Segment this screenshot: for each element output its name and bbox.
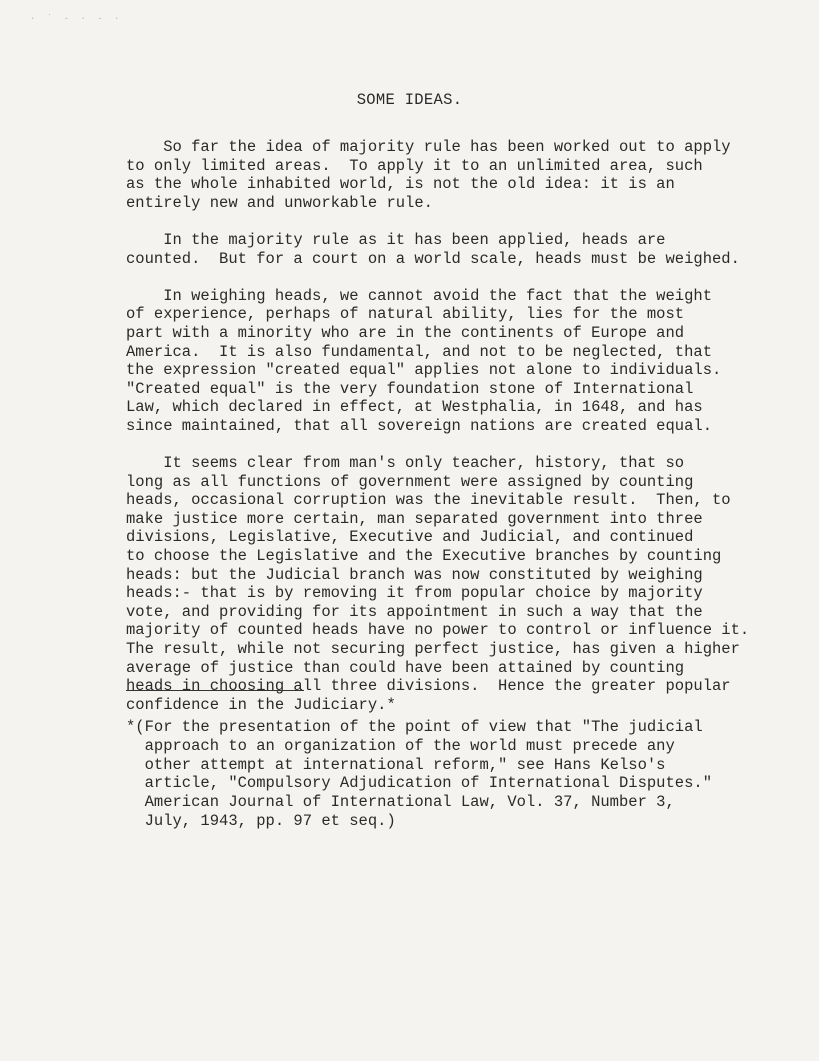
paragraph-4 <box>126 454 766 714</box>
text-line: average of justice than could have been attained by counting <box>126 658 685 677</box>
page-title: SOME IDEAS. <box>356 91 463 109</box>
text-line: confidence in the Judiciary.* <box>126 695 396 714</box>
text-line: America. It is also fundamental, and not to be neglected, that <box>126 342 712 361</box>
footnote-divider <box>126 690 304 691</box>
text-line: The result, while not securing perfect justice, has given a higher <box>126 640 740 659</box>
text-line: In weighing heads, we cannot avoid the fact that the weight <box>126 286 712 305</box>
paragraph-3 <box>126 287 766 436</box>
text-line: divisions, Legislative, Executive and Judicial, and continued <box>126 528 694 547</box>
text-line: It seems clear from man's only teacher, history, that so <box>126 454 685 473</box>
text-line: of experience, perhaps of natural ability, lies for the most <box>126 305 685 324</box>
text-line: to choose the Legislative and the Executive branches by counting <box>126 547 722 566</box>
footnote-line: American Journal of International Law, Vol. 37, Number 3, <box>126 793 675 812</box>
text-line: since maintained, that all sovereign nations are created equal. <box>126 416 712 435</box>
text-line: as the whole inhabited world, is not the old idea: it is an <box>126 175 675 194</box>
footnote-line: July, 1943, pp. 97 et seq.) <box>126 811 396 830</box>
text-line: "Created equal" is the very foundation stone of International <box>126 379 694 398</box>
text-line: heads, occasional corruption was the inevitable result. Then, to <box>126 491 731 510</box>
footnote <box>126 718 786 831</box>
document-body <box>126 138 766 733</box>
text-line: long as all functions of government were assigned by counting <box>126 472 694 491</box>
paragraph-1 <box>126 138 766 212</box>
footnote-line: article, "Compulsory Adjudication of International Disputes." <box>126 774 712 793</box>
text-line: Law, which declared in effect, at Westphalia, in 1648, and has <box>126 398 703 417</box>
text-line: part with a minority who are in the continents of Europe and <box>126 323 685 342</box>
text-line: counted. But for a court on a world scale, heads must be weighed. <box>126 249 740 268</box>
text-line: entirely new and unworkable rule. <box>126 193 433 212</box>
text-line: So far the idea of majority rule has been worked out to apply <box>126 138 731 156</box>
text-line: heads in choosing all three divisions. Hence the greater popular <box>126 677 731 696</box>
footnote-line: other attempt at international reform," see Hans Kelso's <box>126 755 666 774</box>
text-line: majority of counted heads have no power to control or influence it. <box>126 621 750 640</box>
paragraph-2 <box>126 231 766 268</box>
footnote-line: *(For the presentation of the point of view that "The judicial <box>126 718 703 736</box>
text-line: make justice more certain, man separated government into three <box>126 509 703 528</box>
text-line: heads:- that is by removing it from popular choice by majority <box>126 584 703 603</box>
text-line: heads: but the Judicial branch was now constituted by weighing <box>126 565 703 584</box>
paper-smudge: · ˙ ‐ · ‐ · <box>30 14 123 24</box>
footnote-line: approach to an organization of the world must precede any <box>126 736 675 755</box>
text-line: vote, and providing for its appointment in such a way that the <box>126 602 703 621</box>
text-line: In the majority rule as it has been applied, heads are <box>126 230 666 249</box>
text-line: the expression "created equal" applies not alone to individuals. <box>126 361 722 380</box>
text-line: to only limited areas. To apply it to an unlimited area, such <box>126 156 703 175</box>
